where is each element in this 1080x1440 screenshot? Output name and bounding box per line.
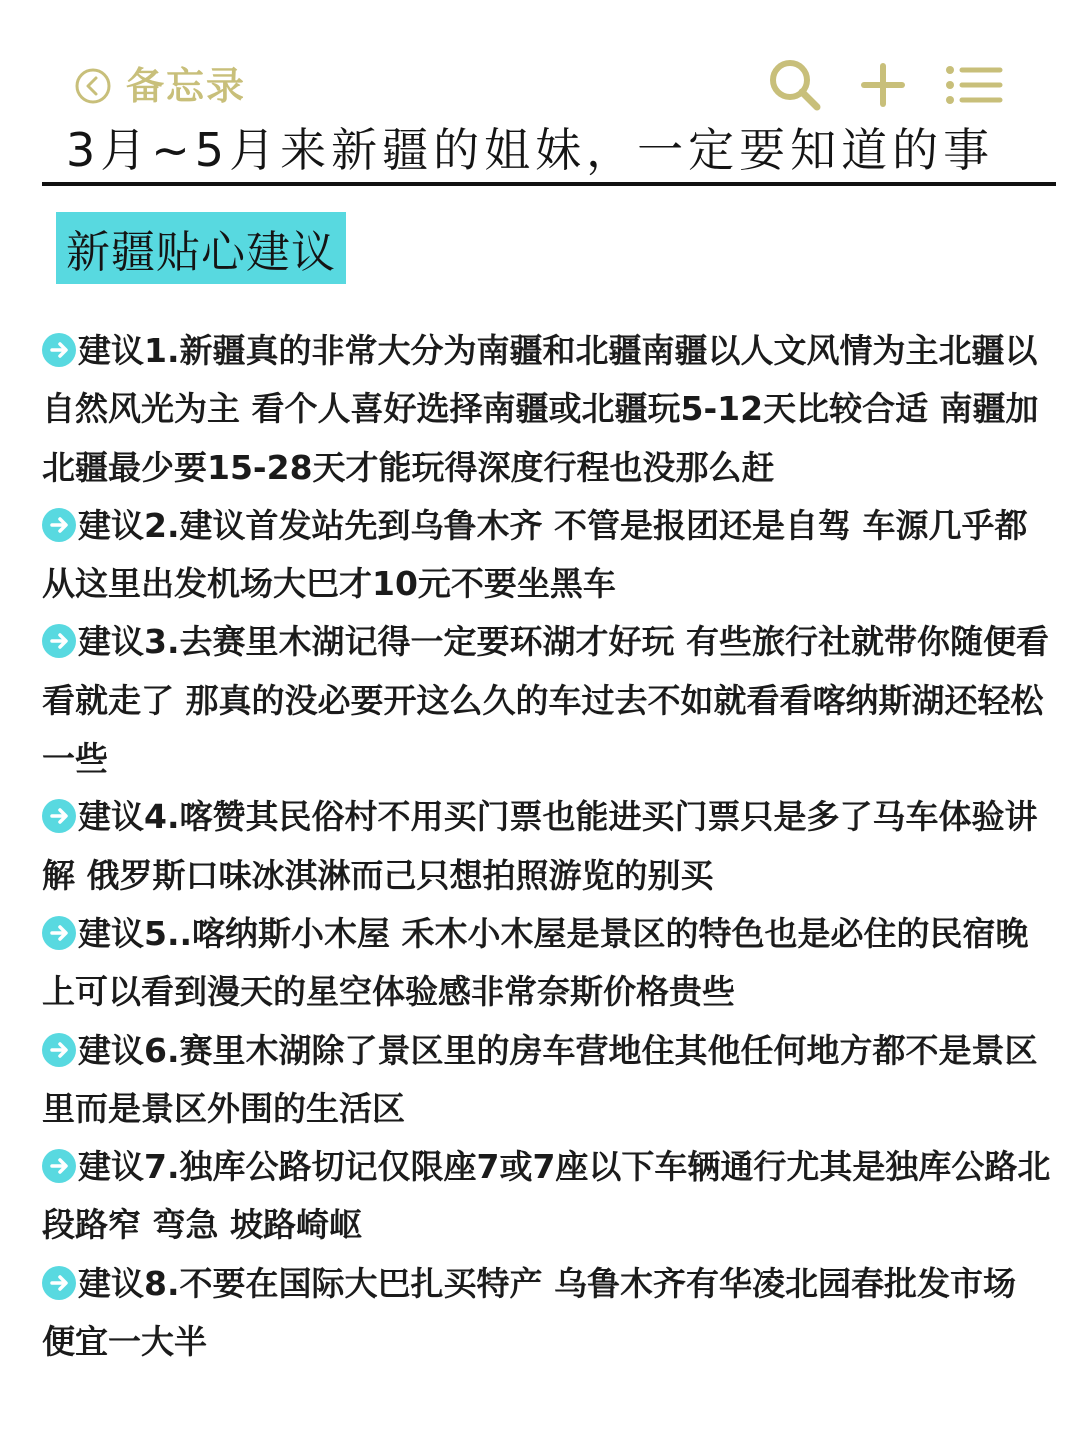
arrow-right-icon: [42, 1266, 76, 1300]
arrow-right-icon: [42, 333, 76, 367]
add-button[interactable]: [860, 62, 906, 108]
tip-text: 建议1.新疆真的非常大分为南疆和北疆南疆以人文风情为主北疆以自然风光为主 看个人喜好选择南疆或北疆玩5-12天比较合适 南疆加北疆最少要15-28天才能玩得深度行程也没那么赶: [42, 331, 1039, 487]
arrow-right-icon: [42, 1149, 76, 1183]
list-item: [42, 788, 1052, 905]
tip-text: 建议3.去赛里木湖记得一定要环湖才好玩 有些旅行社就带你随便看看就走了 那真的没必要开这么久的车过去不如就看看喀纳斯湖还轻松一些: [42, 622, 1049, 779]
list-item: [42, 1138, 1052, 1255]
back-label: 备忘录: [126, 64, 247, 108]
arrow-right-icon: [42, 1033, 76, 1067]
tip-text: 建议2.建议首发站先到乌鲁木齐 不管是报团还是自驾 车源几乎都从这里出发机场大巴才10元不要坐黑车: [42, 505, 1028, 604]
chevron-left-icon: [74, 67, 112, 105]
section-heading-label: 新疆贴心建议: [66, 227, 336, 278]
arrow-right-icon: [42, 799, 76, 833]
tips-list: [42, 322, 1052, 1371]
page-title: 3月~5月来新疆的姐妹，一定要知道的事: [66, 123, 995, 177]
title-divider: [42, 182, 1056, 186]
top-bar: [0, 0, 1080, 120]
back-button[interactable]: [74, 60, 246, 112]
arrow-right-icon: [42, 508, 76, 542]
list-icon: [944, 64, 1004, 106]
plus-icon: [860, 62, 906, 108]
list-item: [42, 613, 1052, 788]
section-heading: [56, 212, 346, 284]
search-icon: [766, 56, 824, 114]
list-item: [42, 1255, 1052, 1372]
list-item: [42, 905, 1052, 1022]
tip-text: 建议7.独库公路切记仅限座7或7座以下车辆通行尤其是独库公路北段路窄 弯急 坡路崎岖: [42, 1147, 1051, 1245]
tip-text: 建议5..喀纳斯小木屋 禾木小木屋是景区的特色也是必住的民宿晚上可以看到漫天的星空体验感非常奈斯价格贵些: [42, 913, 1029, 1012]
list-item: [42, 322, 1052, 497]
menu-button[interactable]: [944, 64, 1004, 106]
search-button[interactable]: [766, 56, 824, 114]
arrow-right-icon: [42, 916, 76, 950]
tip-text: 建议4.喀赞其民俗村不用买门票也能进买门票只是多了马车体验讲解 俄罗斯口味冰淇淋而己只想拍照游览的别买: [42, 797, 1038, 895]
tip-text: 建议8.不要在国际大巴扎买特产 乌鲁木齐有华凌北园春批发市场 便宜一大半: [42, 1263, 1016, 1362]
list-item: [42, 497, 1052, 614]
tip-text: 建议6.赛里木湖除了景区里的房车营地住其他任何地方都不是景区里而是景区外围的生活区: [42, 1030, 1038, 1128]
list-item: [42, 1022, 1052, 1139]
arrow-right-icon: [42, 624, 76, 658]
